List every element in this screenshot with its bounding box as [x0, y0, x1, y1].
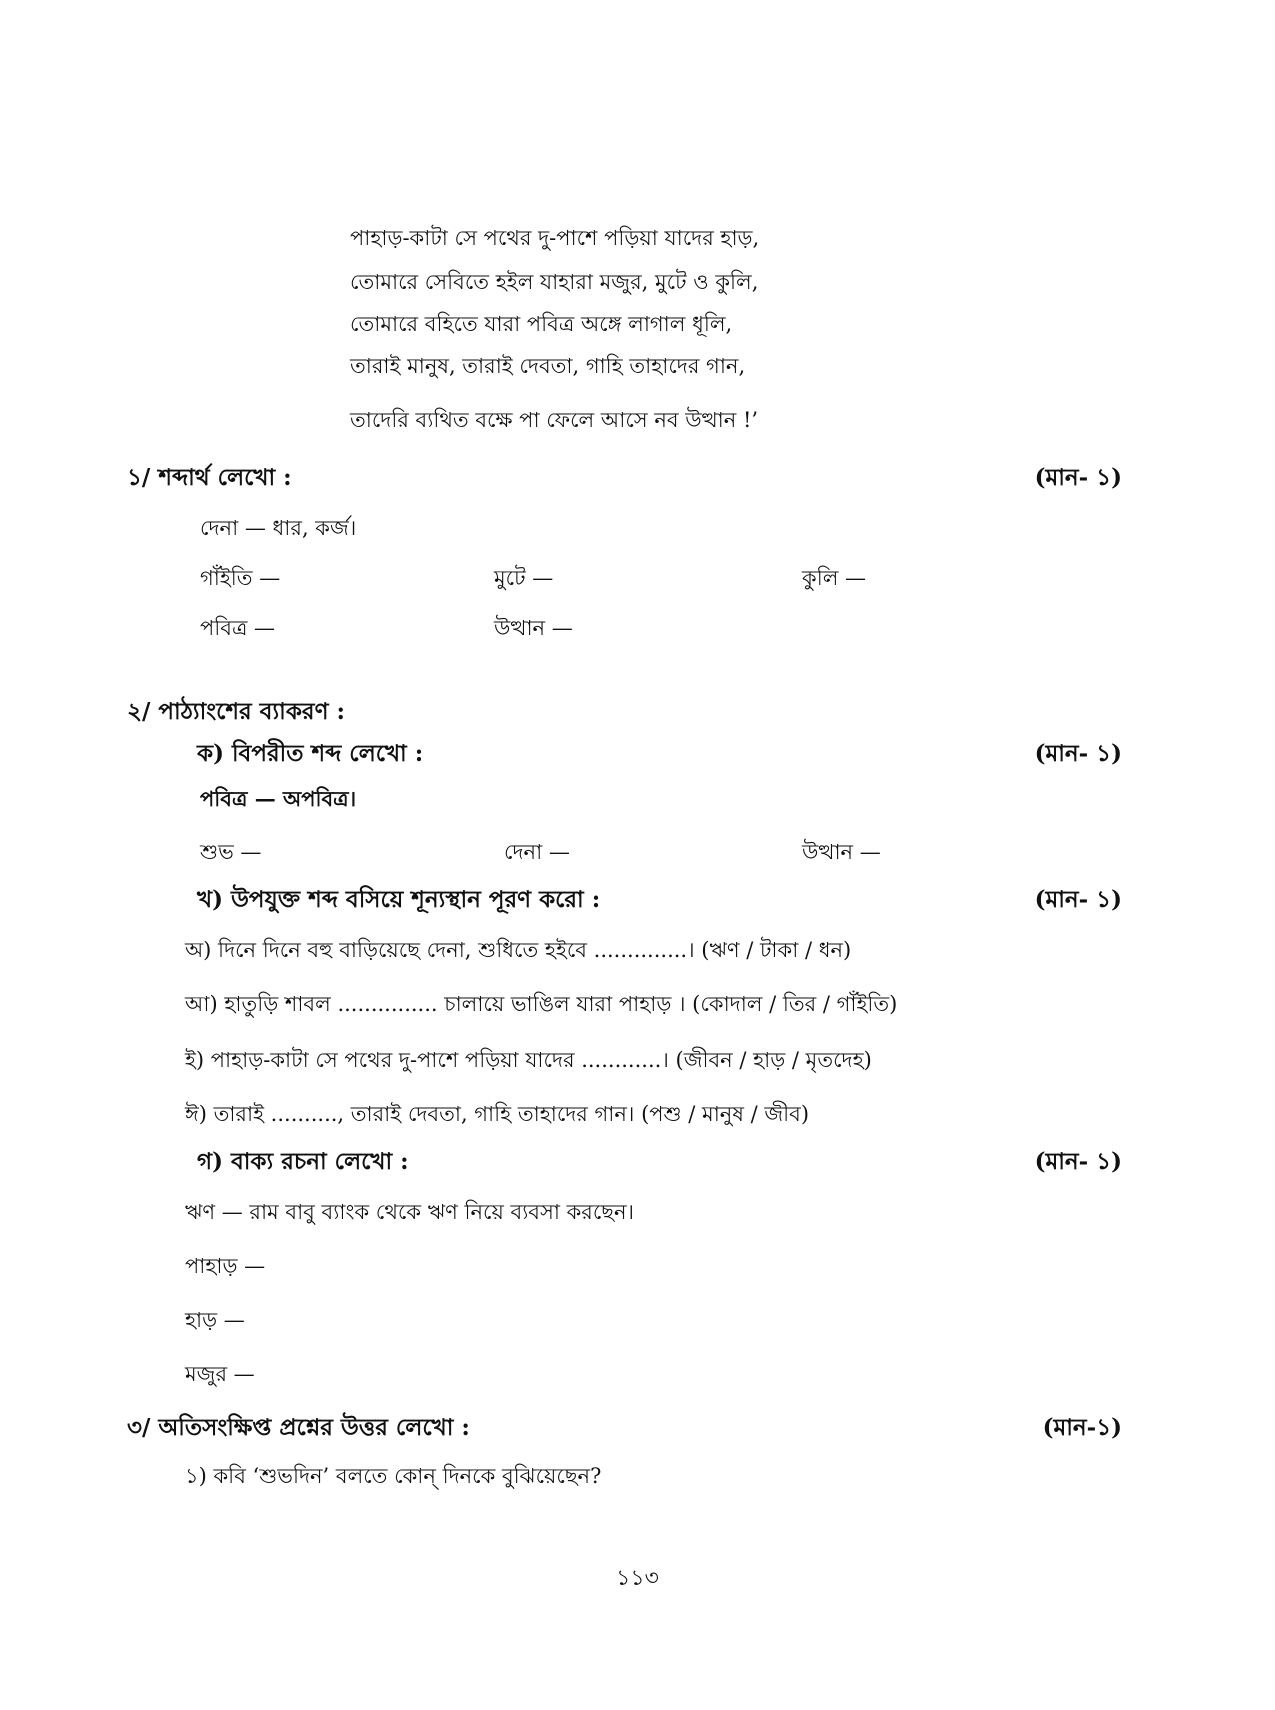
question-1-marks: (মান- ১) — [1034, 464, 1122, 491]
fill-blank-item: ঈ) তারাই .........., তারাই দেবতা, গাহি তাহাদের গান। (পশু / মানুষ / জীব) — [185, 1102, 810, 1126]
fill-blank-item: অ) দিনে দিনে বহু বাড়িয়েছে দেনা, শুধিতে হইবে ..............। (ঋণ / টাকা / ধন) — [185, 938, 852, 962]
antonym-item: শুভ — — [200, 840, 262, 864]
word-meaning-item: উত্থান — — [494, 616, 573, 640]
short-question-item: ১) কবি ‘শুভদিন’ বলতে কোন্ দিনকে বুঝিয়েছেন? — [185, 1464, 602, 1488]
question-2-kha-marks: (মান- ১) — [1034, 886, 1122, 913]
question-2-ga-title: গ) বাক্য রচনা লেখো : — [197, 1148, 409, 1175]
question-1-example: দেনা — ধার, কর্জ। — [200, 516, 357, 540]
sentence-item: পাহাড় — — [185, 1254, 266, 1278]
fill-blank-item: ই) পাহাড়-কাটা সে পথের দু-পাশে পড়িয়া যাদের ............। (জীবন / হাড় / মৃতদেহ) — [185, 1048, 872, 1072]
word-meaning-item: কুলি — — [802, 566, 867, 590]
poem-line: পাহাড়-কাটা সে পথের দু-পাশে পড়িয়া যাদের হাড়, — [350, 226, 760, 250]
question-3-title: ৩/ অতিসংক্ষিপ্ত প্রশ্নের উত্তর লেখো : — [127, 1414, 470, 1441]
poem-line: তোমারে সেবিতে হইল যাহারা মজুর, মুটে ও কুলি, — [350, 270, 759, 294]
sentence-item: মজুর — — [185, 1362, 255, 1386]
question-2-kha-title: খ) উপযুক্ত শব্দ বসিয়ে শূন্যস্থান পূরণ করো : — [197, 886, 601, 913]
poem-line: তাদেরি ব্যথিত বক্ষে পা ফেলে আসে নব উত্থান !’ — [350, 408, 759, 432]
question-2-ga-marks: (মান- ১) — [1034, 1148, 1122, 1175]
poem-line: তোমারে বহিতে যারা পবিত্র অঙ্গে লাগাল ধূলি, — [350, 312, 733, 336]
fill-blank-item: আ) হাতুড়ি শাবল ............... চালায়ে ভাঙিল যারা পাহাড় । (কোদাল / তির / গাঁইতি) — [185, 992, 898, 1016]
antonym-item: দেনা — — [504, 840, 570, 864]
question-2-ka-title: ক) বিপরীত শব্দ লেখো : — [197, 740, 424, 767]
page-number: ১১৩ — [616, 1566, 659, 1591]
question-2-ka-example: পবিত্র — অপবিত্র। — [200, 786, 357, 811]
question-2-ga-example: ঋণ — রাম বাবু ব্যাংক থেকে ঋণ নিয়ে ব্যবসা করছেন। — [185, 1200, 635, 1224]
sentence-item: হাড় — — [185, 1308, 245, 1332]
question-2-title: ২/ পাঠ্যাংশের ব্যাকরণ : — [127, 698, 345, 725]
word-meaning-item: গাঁইতি — — [200, 566, 281, 590]
question-1-title: ১/ শব্দার্থ লেখো : — [127, 464, 292, 491]
poem-line: তারাই মানুষ, তারাই দেবতা, গাহি তাহাদের গান, — [350, 354, 746, 378]
question-2-ka-marks: (মান- ১) — [1034, 740, 1122, 767]
antonym-item: উত্থান — — [802, 840, 881, 864]
question-3-marks: (মান-১) — [1042, 1414, 1122, 1441]
word-meaning-item: মুটে — — [494, 566, 554, 590]
word-meaning-item: পবিত্র — — [200, 616, 276, 640]
